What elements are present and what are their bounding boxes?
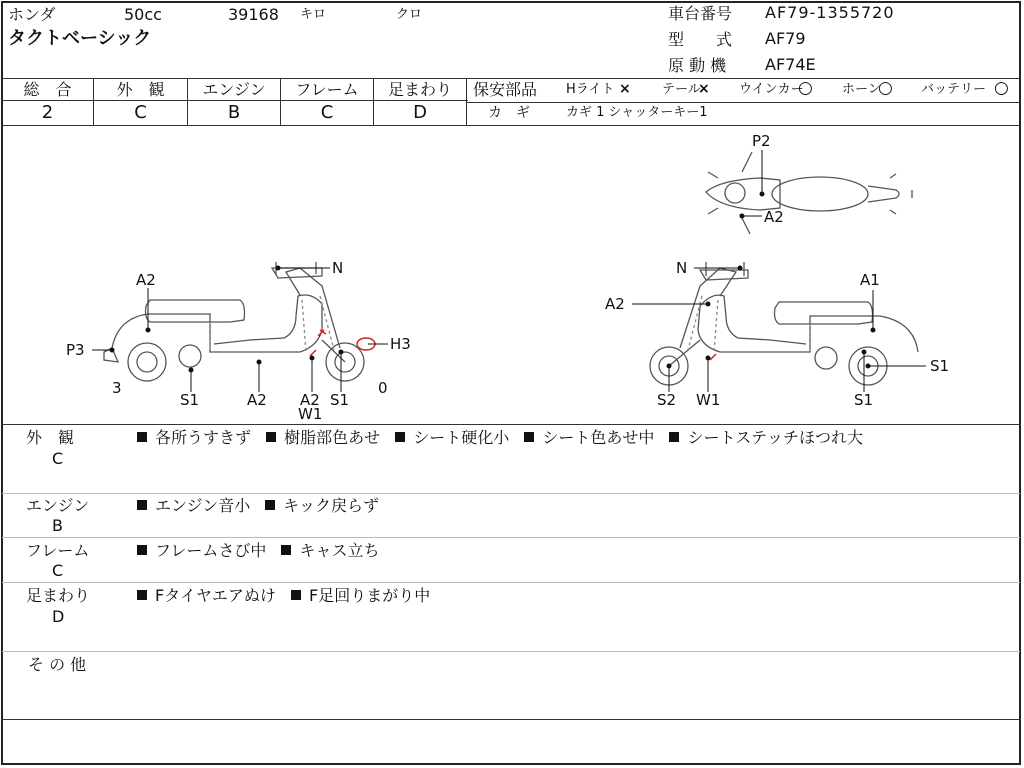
engine-value: AF74E — [765, 55, 816, 74]
section-exterior-title: 外 観 — [26, 428, 75, 447]
damage-mark-right-w1 — [710, 354, 716, 360]
model-name: タクトベーシック — [8, 28, 152, 49]
displacement: 50cc — [124, 5, 162, 24]
safety-battery-mark: ○ — [994, 78, 1009, 98]
key-label: カ ギ — [488, 105, 530, 121]
section-frame-title: フレーム — [26, 541, 90, 560]
scooter-top-view-drawing — [706, 152, 912, 234]
type-label: 型 式 — [668, 30, 733, 49]
grade-suspension-label: 足まわり — [387, 80, 452, 99]
safety-winker-label: ウインカー — [739, 82, 804, 97]
label-right-s2: S2 — [657, 391, 677, 409]
safety-title: 保安部品 — [473, 80, 538, 99]
section-suspension-title: 足まわり — [26, 586, 91, 605]
frame-item: キャス立ち — [299, 541, 380, 560]
section-suspension-items — [137, 588, 430, 604]
safety-tail-label: テール — [662, 82, 701, 97]
color: クロ — [396, 7, 423, 22]
grade-engine-label: エンジン — [202, 80, 266, 99]
damage-mark-front — [318, 330, 326, 336]
exterior-item: シート硬化小 — [413, 428, 510, 447]
label-right-a2: A2 — [605, 295, 625, 313]
suspension-item: F足回りまがり中 — [308, 586, 431, 605]
engine-item: エンジン音小 — [155, 496, 251, 515]
section-other-title: そ の 他 — [28, 655, 87, 674]
label-right-a1: A1 — [860, 271, 880, 289]
label-left-s1-front: S1 — [330, 391, 350, 409]
label-left-a2-floor: A2 — [247, 391, 267, 409]
section-engine-items — [137, 498, 379, 514]
section-exterior-grade: C — [52, 449, 64, 468]
section-frame-grade: C — [52, 561, 64, 580]
label-left-0: 0 — [378, 379, 388, 397]
engine-label: 原 動 機 — [668, 56, 727, 75]
damage-marks — [310, 330, 716, 360]
damage-mark-w1 — [310, 350, 316, 356]
label-right-s1-bottom: S1 — [854, 391, 874, 409]
safety-winker-mark: ○ — [798, 78, 813, 98]
mileage-unit: キロ — [300, 7, 327, 22]
label-top-p2: P2 — [752, 132, 771, 150]
safety-horn-mark: ○ — [878, 78, 893, 98]
mileage: 39168 — [228, 5, 279, 24]
section-frame-items — [137, 543, 379, 559]
label-left-a2-front: A2 — [300, 391, 320, 409]
grade-engine-value: B — [227, 102, 241, 123]
safety-tail-mark: × — [698, 81, 710, 97]
grade-frame-value: C — [320, 102, 334, 123]
section-engine-grade: B — [52, 516, 63, 535]
label-left-s1-rear: S1 — [180, 391, 200, 409]
label-left-p3: P3 — [66, 341, 85, 359]
exterior-item: 樹脂部色あせ — [284, 428, 381, 447]
grade-overall-label: 総 合 — [23, 80, 72, 99]
grade-exterior-value: C — [134, 102, 147, 123]
frame-item: フレームさび中 — [155, 541, 267, 560]
label-right-n: N — [676, 259, 688, 277]
label-left-a2-body: A2 — [136, 271, 156, 289]
label-left-3: 3 — [112, 379, 122, 397]
grade-overall-value: 2 — [41, 102, 54, 123]
grade-suspension-value: D — [413, 102, 427, 123]
label-left-w1: W1 — [298, 405, 323, 423]
label-right-s1-side: S1 — [930, 357, 950, 375]
safety-battery-label: バッテリー — [921, 82, 987, 97]
grade-frame-label: フレーム — [295, 80, 359, 99]
label-top-a2: A2 — [764, 208, 784, 226]
label-left-h3: H3 — [390, 335, 411, 353]
maker: ホンダ — [8, 5, 56, 24]
section-engine-title: エンジン — [26, 496, 90, 515]
safety-headlight-mark: × — [619, 81, 631, 97]
section-exterior-items — [137, 430, 863, 446]
label-left-n: N — [332, 259, 344, 277]
section-suspension-grade: D — [52, 607, 65, 626]
grade-exterior-label: 外 観 — [116, 80, 165, 99]
exterior-item: シートステッチほつれ大 — [687, 428, 863, 447]
frame-no-label: 車台番号 — [668, 4, 733, 23]
damage-diagram — [0, 126, 1024, 424]
exterior-item: シート色あせ中 — [542, 428, 655, 447]
safety-horn-label: ホーン — [842, 82, 881, 97]
frame-no: AF79-1355720 — [765, 3, 895, 22]
type-value: AF79 — [765, 29, 806, 48]
key-value: カギ 1 シャッターキー1 — [566, 105, 708, 120]
engine-item: キック戻らず — [283, 496, 379, 515]
suspension-item: Fタイヤエアぬけ — [155, 586, 276, 605]
label-right-w1: W1 — [696, 391, 721, 409]
safety-headlight-label: Hライト — [566, 82, 615, 97]
exterior-item: 各所うすきず — [155, 428, 252, 447]
